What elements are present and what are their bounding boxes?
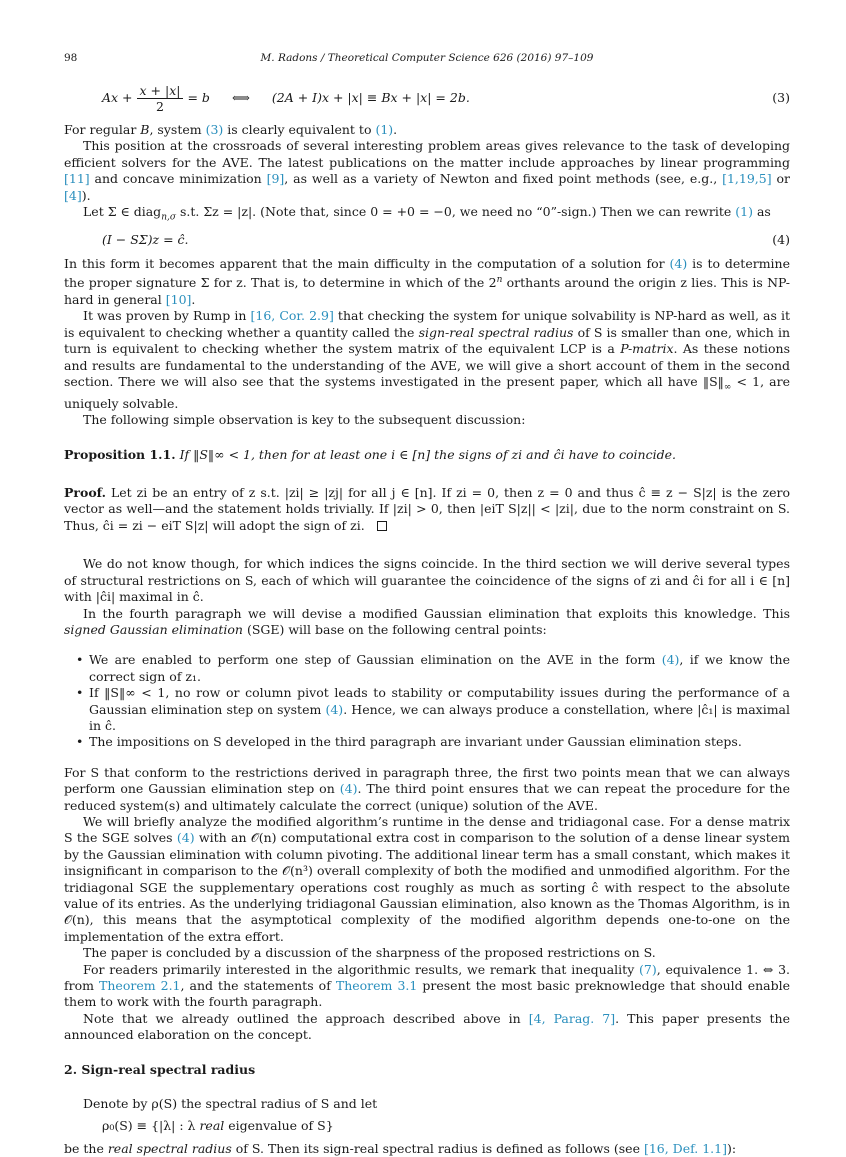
ref-link[interactable]: [9] — [266, 171, 285, 187]
definition-display — [64, 1118, 790, 1134]
section-heading: 2. Sign-real spectral radius — [64, 1061, 256, 1077]
paragraph: Denote by ρ(S) the spectral radius of S and let — [83, 1096, 378, 1112]
equation-4 — [64, 230, 790, 252]
eq3-rhs: (2A + I)x + |x| ≡ Bx + |x| = 2b. — [271, 89, 470, 105]
eq4-body: (I − SΣ)z = ĉ. — [102, 231, 189, 247]
paragraph — [64, 606, 790, 639]
text: , as well as a variety of Newton and fixed point methods (see, e.g., — [284, 171, 723, 187]
proof-text: Let zi be an entry of z s.t. |zi| ≥ |zj| for all j ∈ [n]. If zi = 0, then z = 0 and thus ĉ ≡ z − S|z| is the zero vector as well—and the statement holds trivially. If |zi| > 0, then |eiT S|z|| < |zi|, due to the norm constraint on S. Thus, ĉi = zi − eiT S|z| will adopt the sign of zi. — [64, 485, 790, 533]
text: , if we know the correct sign of z₁. — [89, 652, 790, 684]
paragraph — [64, 814, 790, 945]
text: of S. Then its sign-real spectral radius is defined as follows (see — [231, 1140, 644, 1156]
text: and concave minimization — [89, 171, 267, 187]
paragraph — [64, 765, 790, 814]
text: . — [393, 122, 398, 137]
ref-link[interactable]: [16, Def. 1.1] — [643, 1140, 727, 1156]
ref-link[interactable]: (4) — [325, 701, 344, 717]
text: < 1, are uniquely solvable. — [64, 373, 790, 411]
theorem-link[interactable]: Theorem 2.1 — [99, 978, 181, 994]
eq3-lhs-suffix: = b — [187, 89, 210, 105]
text: of S is smaller than one, which in turn is equivalent to checking whether the system matrix of the equivalent LCP is a — [64, 324, 790, 357]
paragraph: The following simple observation is key to the subsequent discussion: — [83, 412, 526, 428]
ref-link[interactable]: [11] — [64, 171, 90, 187]
paragraph — [64, 962, 790, 1011]
eq3-frac-den: 2 — [156, 98, 164, 114]
page-number: 98 — [64, 52, 78, 64]
proof — [64, 485, 790, 534]
ref-link[interactable]: [4] — [64, 187, 82, 203]
text: It was proven by Rump in — [83, 308, 251, 324]
text: For regular — [64, 122, 141, 137]
paragraph — [64, 308, 790, 412]
emphasis: sign-real spectral radius — [418, 324, 574, 340]
text: . The third point ensures that we can repeat the procedure for the reduced system(s) and ultimately calculate the correct (unique) solution of the AVE. — [64, 781, 790, 813]
text: . — [191, 291, 196, 307]
paragraph — [64, 1011, 790, 1044]
ref-link[interactable]: [10] — [165, 291, 192, 307]
text: For S that conform to the restrictions derived in paragraph three, the first two points mean that we can always perform one Gaussian elimination step on — [64, 764, 790, 797]
ref-link[interactable]: (3) — [205, 122, 224, 137]
subscript: ∞ — [723, 382, 732, 393]
text: is to determine the proper signature Σ for z. That is, to determine in which of the 2 — [64, 255, 790, 291]
paragraph: The paper is concluded by a discussion of the sharpness of the proposed restrictions on S. — [83, 945, 656, 961]
ref-link[interactable]: (7) — [639, 961, 657, 977]
text: ρ₀(S) ≡ {|λ| : λ — [102, 1118, 200, 1134]
paragraph — [64, 256, 790, 308]
text: In this form it becomes apparent that the main difficulty in the computation of a solution for — [64, 255, 670, 271]
ref-link[interactable]: [4, Parag. 7] — [528, 1010, 616, 1026]
paragraph — [64, 204, 790, 226]
proposition-text: If ‖S‖∞ < 1, then for at least one i ∈ [n] the signs of zi and ĉi have to coincide. — [179, 446, 676, 462]
text: . Hence, we can always produce a constellation, where |ĉ₁| is maximal in ĉ. — [89, 701, 790, 733]
qed-square-icon — [377, 521, 387, 531]
eq3-fraction — [137, 83, 184, 114]
emphasis: P-matrix — [620, 341, 674, 357]
text: that checking the system for unique solvability is NP-hard as well, as it is equivalent to checking whether a quantity called the — [64, 308, 791, 340]
bullet-list — [64, 652, 790, 750]
ref-link[interactable]: (4) — [661, 652, 680, 668]
text: or — [771, 171, 790, 187]
text: If ‖S‖∞ < 1, no row or column pivot leads to stability or computability issues during the performance of a Gaussian elimination step on system — [89, 685, 790, 717]
text: (SGE) will base on the following central points: — [242, 621, 547, 637]
text: with an 𝒪(n) computational extra cost in comparison to the solution of a dense linear system by the Gaussian elimination with column pivoting. The additional linear term has a small constant, which makes it insignificant in comparison to the 𝒪(n³) overall complexity of both the modified and unmodified algorithm. For the tridiagonal SGE the supplementary operations cost roughly as much as sorting ĉ with respect to the absolute value of its entries. As the underlying tridiagonal Gaussian elimination, also known as the Thomas Algorithm, is in 𝒪(n), this means that the asymptotical complexity of the modified algorithm depends one-to-one on the implementation of the extra effort. — [64, 830, 791, 944]
eq3-frac-num: x + |x| — [137, 83, 184, 99]
proof-label: Proof. — [64, 485, 106, 501]
iff-symbol: ⟺ — [231, 89, 250, 105]
ref-link[interactable]: [1,19,5] — [722, 171, 772, 187]
text: We will briefly analyze the modified algorithm’s runtime in the dense and tridiagonal case. For a dense matrix S the SGE solves — [64, 813, 790, 846]
bullet-icon: • — [76, 734, 84, 750]
equation-3 — [64, 78, 790, 118]
text: . This paper presents the announced elaboration on the concept. — [64, 1010, 790, 1043]
ref-link[interactable]: (4) — [176, 830, 195, 846]
text: is clearly equivalent to — [223, 122, 376, 137]
text: Note that we already outlined the approach described above in — [83, 1010, 529, 1026]
theorem-link[interactable]: Theorem 3.1 — [335, 978, 418, 994]
bullet-icon: • — [76, 652, 84, 668]
text: We are enabled to perform one step of Gaussian elimination on the AVE in the form — [89, 652, 662, 668]
text: ). — [81, 187, 91, 203]
emphasis: signed Gaussian elimination — [64, 621, 243, 637]
eq3-lhs-prefix: Ax + — [102, 89, 133, 105]
emphasis: real — [199, 1118, 225, 1134]
running-header — [64, 52, 790, 68]
paragraph — [64, 122, 790, 138]
eq4-tag: (4) — [772, 231, 790, 247]
paragraph: We do not know though, for which indices the signs coincide. In the third section we will derive several types of structural restrictions on S, each of which will guarantee the coincidence of the signs of zi and ĉi for all i ∈ [n] with |ĉi| maximal in ĉ. — [64, 556, 790, 605]
list-item — [64, 685, 790, 734]
ref-link[interactable]: (4) — [339, 781, 358, 797]
bullet-icon: • — [76, 685, 84, 701]
page-body — [64, 78, 790, 1157]
text: , system — [149, 122, 206, 137]
list-item — [64, 652, 790, 685]
proposition — [64, 447, 790, 463]
ref-link[interactable]: (1) — [375, 122, 394, 137]
text: For readers primarily interested in the algorithmic results, we remark that inequality — [83, 961, 640, 977]
ref-link[interactable]: [16, Cor. 2.9] — [250, 308, 334, 324]
text: as — [753, 204, 771, 220]
eq3-tag: (3) — [772, 90, 790, 105]
text: be the — [64, 1140, 108, 1156]
text: This position at the crossroads of several interesting problem areas gives relevance to the task of developing efficient solvers for the AVE. The latest publications on the matter include approaches by linear programming — [64, 138, 790, 170]
proposition-label: Proposition 1.1. — [64, 446, 176, 462]
text: , and the statements of — [180, 978, 336, 994]
text: present the most basic preknowledge that should enable them to work with the fourth paragraph. — [64, 978, 791, 1010]
text: eigenvalue of S} — [224, 1118, 334, 1134]
ref-link[interactable]: (1) — [735, 204, 753, 220]
emphasis: real spectral radius — [107, 1140, 232, 1156]
text: The impositions on S developed in the third paragraph are invariant under Gaussian elimination steps. — [89, 734, 742, 750]
superscript: n — [496, 275, 503, 286]
paragraph — [64, 138, 790, 204]
text: , equivalence 1. ⇔ 3. from — [64, 961, 791, 994]
ref-link[interactable]: (4) — [669, 255, 688, 271]
subscript: n,σ — [161, 212, 176, 223]
text: Let Σ ∈ diag — [83, 204, 162, 220]
running-head: M. Radons / Theoretical Computer Science 626 (2016) 97–109 — [260, 52, 594, 64]
text: orthants around the origin z lies. This is NP-hard in general — [64, 275, 790, 307]
text: In the fourth paragraph we will devise a modified Gaussian elimination that exploits this knowledge. This — [83, 605, 790, 621]
list-item — [64, 734, 790, 750]
text: ): — [727, 1140, 737, 1156]
text: . As these notions and results are fundamental to the understanding of the AVE, we will give a short account of them in the second section. There we will also see that the systems investigated in the present paper, which all have ‖S‖ — [64, 341, 790, 389]
text: s.t. Σz = |z|. (Note that, since 0 = +0 = −0, we need no “0”-sign.) Then we can rewrite — [176, 204, 736, 220]
text: B — [140, 122, 150, 137]
